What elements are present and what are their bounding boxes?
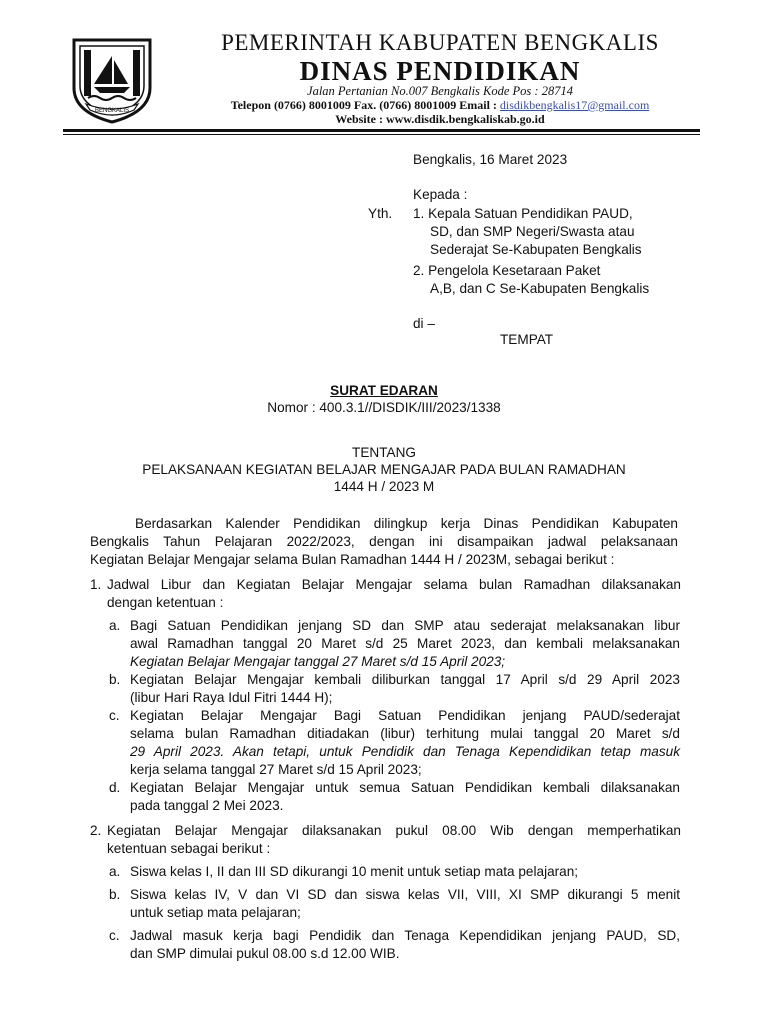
letterhead-contact [168,98,712,113]
recipient-1-line-2: SD, dan SMP Negeri/Swasta atau [430,224,635,239]
letterhead-rule-thick [63,129,700,132]
yth-label: Yth. [368,206,393,221]
point-1b-line-1: Kegiatan Belajar Mengajar kembali diliburkan tanggal 17 April s/d 29 April 2023 [130,672,680,687]
point-1c-line-2: selama bulan Ramadhan ditiadakan (libur) terhitung mulai tanggal 20 Maret s/d [130,726,680,741]
point-2c-label: c. [109,928,120,943]
letterhead-rule-thin [63,134,700,135]
recipient-1-line-1: 1. Kepala Satuan Pendidikan PAUD, [413,206,633,221]
letterhead-government: PEMERINTAH KABUPATEN BENGKALIS [221,30,659,55]
letterhead-phone-fax: Telepon (0766) 8001009 Fax. (0766) 8001009 Email : [230,98,500,112]
point-2-line-2: ketentuan sebagai berikut : [107,841,271,856]
recipient-2-line-1: 2. Pengelola Kesetaraan Paket [413,263,601,278]
point-1a-line-1: Bagi Satuan Pendidikan jenjang SD dan SMP atau sederajat melaksanakan libur [130,618,680,633]
point-2b-line-2: untuk setiap mata pelajaran; [130,905,301,920]
subject-line-1: PELAKSANAAN KEGIATAN BELAJAR MENGAJAR PADA BULAN RAMADHAN [142,462,626,477]
point-1a-line-3: Kegiatan Belajar Mengajar tanggal 27 Maret s/d 15 April 2023; [130,654,506,669]
tentang-label: TENTANG [352,445,416,460]
point-2-line-1: Kegiatan Belajar Mengajar dilaksanakan pukul 08.00 Wib dengan memperhatikan [107,823,681,838]
point-1-line-1: Jadwal Libur dan Kegiatan Belajar Mengajar selama bulan Ramadhan dilaksanakan [107,577,681,592]
intro-line-3: Kegiatan Belajar Mengajar selama Bulan Ramadhan 1444 H / 2023M, sebagai berikut : [90,552,615,567]
point-1b-line-2: (libur Hari Raya Idul Fitri 1444 H); [130,690,333,705]
point-1-line-2: dengan ketentuan : [107,595,224,610]
point-1d-line-2: pada tanggal 2 Mei 2023. [130,798,284,813]
di-label: di – [413,316,435,331]
point-1c-line-3: 29 April 2023. Akan tetapi, untuk Pendidik dan Tenaga Kependidikan tetap masuk [130,744,680,759]
letter-date: Bengkalis, 16 Maret 2023 [413,152,568,167]
point-1d-label: d. [109,780,121,795]
regency-logo [64,34,160,126]
intro-line-2: Bengkalis Tahun Pelajaran 2022/2023, dengan ini disampaikan jadwal pelaksanaan [90,534,678,549]
logo-ribbon-text: BENGKALIS [94,108,130,114]
point-1c-label: c. [109,708,120,723]
subject-line-2: 1444 H / 2023 M [333,479,435,494]
point-1a-label: a. [109,618,121,633]
email-link[interactable]: disdikbengkalis17@gmail.com [499,98,650,112]
letterhead-website: Website : www.disdik.bengkaliskab.go.id [335,112,545,126]
point-2-number: 2. [90,823,102,838]
point-2c-line-1: Jadwal masuk kerja bagi Pendidik dan Tenaga Kependidikan jenjang PAUD, SD, [130,928,680,943]
kepada-label: Kepada : [413,187,468,202]
point-1d-line-1: Kegiatan Belajar Mengajar untuk semua Satuan Pendidikan kembali dilaksanakan [130,780,680,795]
letterhead-department: DINAS PENDIDIKAN [299,56,581,86]
letterhead-address: Jalan Pertanian No.007 Bengkalis Kode Pos : 28714 [307,84,573,98]
tempat-label: TEMPAT [500,332,554,347]
point-2c-line-2: dan SMP dimulai pukul 08.00 s.d 12.00 WIB. [130,946,400,961]
point-2b-line-1: Siswa kelas IV, V dan VI SD dan siswa kelas VII, VIII, XI SMP dikurangi 5 menit [130,887,680,902]
point-2b-label: b. [109,887,121,902]
recipient-2-line-2: A,B, dan C Se-Kabupaten Bengkalis [430,281,650,296]
letter-number: Nomor : 400.3.1//DISDIK/III/2023/1338 [267,400,501,415]
point-1a-line-2: awal Ramadhan tanggal 20 Maret s/d 25 Maret 2023, dan kembali melaksanakan [130,636,680,651]
point-1c-line-1: Kegiatan Belajar Mengajar Bagi Satuan Pendidikan jenjang PAUD/sederajat [130,708,680,723]
point-2a-label: a. [109,864,121,879]
point-1b-label: b. [109,672,121,687]
letter-title: SURAT EDARAN [330,383,438,398]
intro-line-1: Berdasarkan Kalender Pendidikan dilingkup kerja Dinas Pendidikan Kabupaten [135,516,678,531]
point-1-number: 1. [90,577,102,592]
point-2a-line-1: Siswa kelas I, II dan III SD dikurangi 10 menit untuk setiap mata pelajaran; [130,864,579,879]
recipient-1-line-3: Sederajat Se-Kabupaten Bengkalis [430,242,642,257]
point-1c-line-4: kerja selama tanggal 27 Maret s/d 15 April 2023; [130,762,422,777]
